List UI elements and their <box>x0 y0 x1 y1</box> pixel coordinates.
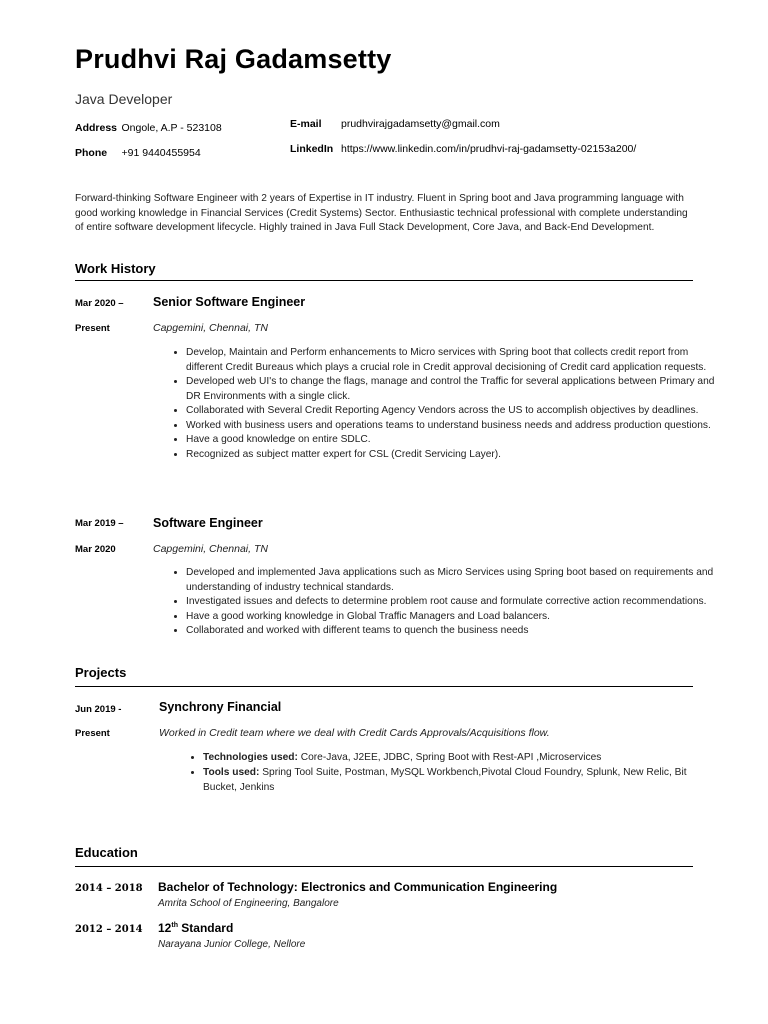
section-divider <box>75 280 693 281</box>
list-item: • Developed web UI's to change the flags, manage and control the Traffic for several applications between Primary and DR Environments with a single click. <box>186 375 716 404</box>
candidate-role: Java Developer <box>75 91 173 107</box>
job-company: Capgemini, Chennai, TN <box>153 322 268 334</box>
section-title-projects: Projects <box>75 665 127 680</box>
phone-value: +91 9440455954 <box>121 147 201 159</box>
section-divider <box>75 866 693 867</box>
degree-suffix: Standard <box>177 921 234 935</box>
job-responsibilities <box>168 566 716 639</box>
linkedin-link[interactable]: https://www.linkedin.com/in/prudhvi-raj-gadamsetty-02153a200/ <box>341 143 637 155</box>
list-item <box>203 750 703 765</box>
job-date-end: Mar 2020 <box>75 544 116 555</box>
job-date-start: Mar 2020 – <box>75 298 124 309</box>
linkedin-label: LinkedIn <box>290 143 334 155</box>
email-link[interactable]: prudhvirajgadamsetty@gmail.com <box>341 118 500 130</box>
education-dates: 2012 – 2014 <box>75 924 143 935</box>
job-date-start: Mar 2019 – <box>75 518 124 529</box>
job-title: Senior Software Engineer <box>153 295 306 309</box>
list-item: • Collaborated with Several Credit Reporting Agency Vendors across the US to accomplish objectives by deadlines. <box>186 404 716 419</box>
section-divider <box>75 686 693 687</box>
list-item: • Have a good working knowledge in Global Traffic Managers and Load balancers. <box>186 610 716 625</box>
phone-row <box>75 143 201 161</box>
email-label: E-mail <box>290 118 322 130</box>
education-school: Narayana Junior College, Nellore <box>158 939 306 950</box>
list-item: • Develop, Maintain and Perform enhancements to Micro services with Spring boot that collects credit report from different Credit Bureaus which plays a crucial role in Credit approval decisioning of Credit card application requests. <box>186 346 716 375</box>
list-item: • Investigated issues and defects to determine problem root cause and formulate corrective action recommendations. <box>186 595 716 610</box>
list-item <box>203 765 703 795</box>
tech-label: Technologies used: <box>203 752 298 763</box>
section-title-education: Education <box>75 845 138 860</box>
list-item: • Developed and implemented Java applications such as Micro Services using Spring boot based on requirements and understanding of industry technical standards. <box>186 566 716 595</box>
tech-value: Core-Java, J2EE, JDBC, Spring Boot with Rest-API ,Microservices <box>300 752 602 763</box>
project-tech-list <box>185 750 703 795</box>
list-item: • Recognized as subject matter expert for CSL (Credit Servicing Layer). <box>186 448 716 463</box>
project-date-start: Jun 2019 - <box>75 704 122 715</box>
candidate-name: Prudhvi Raj Gadamsetty <box>75 44 392 74</box>
tools-value: Spring Tool Suite, Postman, MySQL Workbench,Pivotal Cloud Foundry, Splunk, New Relic, Bit Bucket, Jenkins <box>203 767 687 793</box>
project-name: Synchrony Financial <box>159 700 282 714</box>
job-title: Software Engineer <box>153 516 263 530</box>
project-description: Worked in Credit team where we deal with Credit Cards Approvals/Acquisitions flow. <box>159 727 550 739</box>
education-dates: 2014 – 2018 <box>75 883 143 894</box>
education-degree <box>158 921 233 935</box>
address-row <box>75 118 222 136</box>
education-degree: Bachelor of Technology: Electronics and Communication Engineering <box>158 880 558 894</box>
address-value: Ongole, A.P - 523108 <box>121 122 222 134</box>
job-responsibilities <box>168 346 716 462</box>
job-date-end: Present <box>75 323 110 334</box>
section-title-work-history: Work History <box>75 261 156 276</box>
tools-label: Tools used: <box>203 767 260 778</box>
phone-label: Phone <box>75 147 108 159</box>
professional-summary: Forward-thinking Software Engineer with 2 years of Expertise in IT industry. Fluent in Spring boot and Java programming language with good working knowledge in Financial Services (Credit Systems) Sector. Enthusiastic technical professional with complete understanding of entire software development lifecycle. Highly trained in Java Full Stack Development, Core Java, and Back-End Development. <box>75 193 688 233</box>
education-school: Amrita School of Engineering, Bangalore <box>158 898 339 909</box>
list-item: • Collaborated and worked with different teams to quench the business needs <box>186 624 716 639</box>
degree-number: 12 <box>158 921 172 935</box>
project-date-end: Present <box>75 728 110 739</box>
list-item: • Worked with business users and operations teams to understand business needs and address production questions. <box>186 419 716 434</box>
address-label: Address <box>75 122 118 134</box>
degree-superscript: th <box>171 922 178 929</box>
job-company: Capgemini, Chennai, TN <box>153 543 268 555</box>
list-item: • Have a good knowledge on entire SDLC. <box>186 433 716 448</box>
